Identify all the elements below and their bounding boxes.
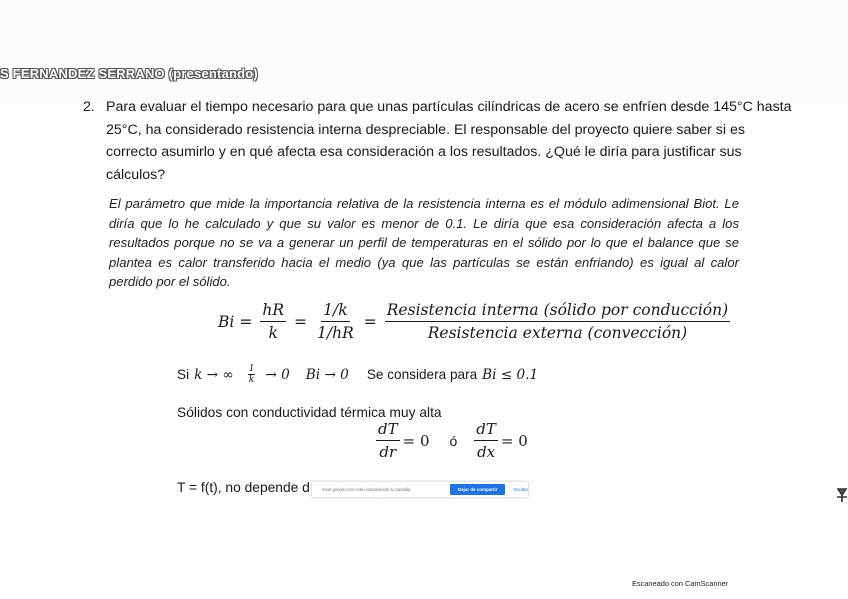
answer-paragraph: El parámetro que mide la importancia relativa de la resistencia interna es el módulo adimensional Biot. Le diría que lo he calculado y que su valor es menor de 0.1. Le diría que esa consideración afecta a los resultados porque no se va a generar un perfil de temperaturas en el sólido por lo que el balance que se plantea es calor transferido hacia el medio (ya que las partículas se están enfriando) es igual al calor perdido por el sólido. [109, 196, 739, 290]
fraction-denominator: dx [477, 443, 496, 461]
fraction-numerator: 1/k [321, 301, 349, 322]
tft-text: T = f(t), no depende d [177, 480, 310, 495]
fraction-resistances [315, 301, 356, 342]
bi-limit: Bi → 0 [305, 366, 349, 383]
fraction-limit: → 0 [265, 366, 290, 383]
fraction-denominator: Resistencia externa (convección) [427, 324, 688, 342]
screen-share-bar [312, 482, 528, 497]
limits-line [177, 364, 538, 385]
fraction-numerator: 1 [248, 364, 255, 374]
biot-symbol: Bi [218, 312, 235, 331]
solids-text: Sólidos con conductividad térmica muy alta [177, 405, 442, 420]
equals-sign: = [239, 312, 253, 331]
or-word: ó [449, 432, 458, 449]
bi-condition: Bi ≤ 0.1 [482, 366, 539, 383]
fraction-denominator: dr [379, 443, 397, 461]
fraction-denominator: 1/hR [317, 324, 354, 342]
fraction-denominator: k [248, 375, 255, 385]
fraction-denominator: k [268, 324, 278, 342]
dT-dr-fraction [376, 420, 400, 461]
fraction-resistance-text [385, 301, 730, 342]
considered-text: Se considera para [366, 367, 478, 382]
equals-sign: = [294, 312, 308, 331]
question-text: Para evaluar el tiempo necesario para que unas partículas cilíndricas de acero se enfríen desde 145°C hasta 25°C, ha considerado resistencia interna despreciable. El responsable del proyecto quiere saber si es correcto asumirlo y en qué afecta esa consideración a los resultados. ¿Qué le diría para justificar sus cálculos? [106, 99, 792, 183]
dT-dx-fraction [474, 420, 498, 461]
hide-button[interactable]: Ocultar [513, 487, 528, 492]
limits-prefix: Si [177, 367, 190, 382]
fraction-numerator: Resistencia interna (sólido por conducción) [385, 301, 730, 322]
one-over-k-fraction [248, 364, 256, 385]
stop-sharing-button[interactable]: Dejar de compartir [450, 484, 506, 495]
question-block [83, 96, 795, 186]
presenter-label: S FERNANDEZ SERRANO (presentando) [0, 66, 258, 81]
question-number: 2. [83, 99, 95, 115]
equals-zero: = 0 [500, 431, 528, 450]
fraction-numerator: hR [260, 301, 286, 322]
equals-zero: = 0 [402, 431, 430, 450]
fraction-numerator: dT [376, 420, 400, 441]
biot-formula [218, 301, 733, 342]
scanner-credit: Escaneado con CamScanner [632, 579, 729, 588]
share-message: meet.google.com está compartiendo tu pantalla. [322, 487, 412, 492]
fraction-numerator: dT [474, 420, 498, 441]
k-limit: k → ∞ [194, 366, 234, 383]
derivative-conditions [373, 420, 528, 461]
equals-sign: = [363, 312, 377, 331]
fraction-hr-k [260, 301, 286, 342]
pin-icon[interactable] [836, 486, 848, 504]
